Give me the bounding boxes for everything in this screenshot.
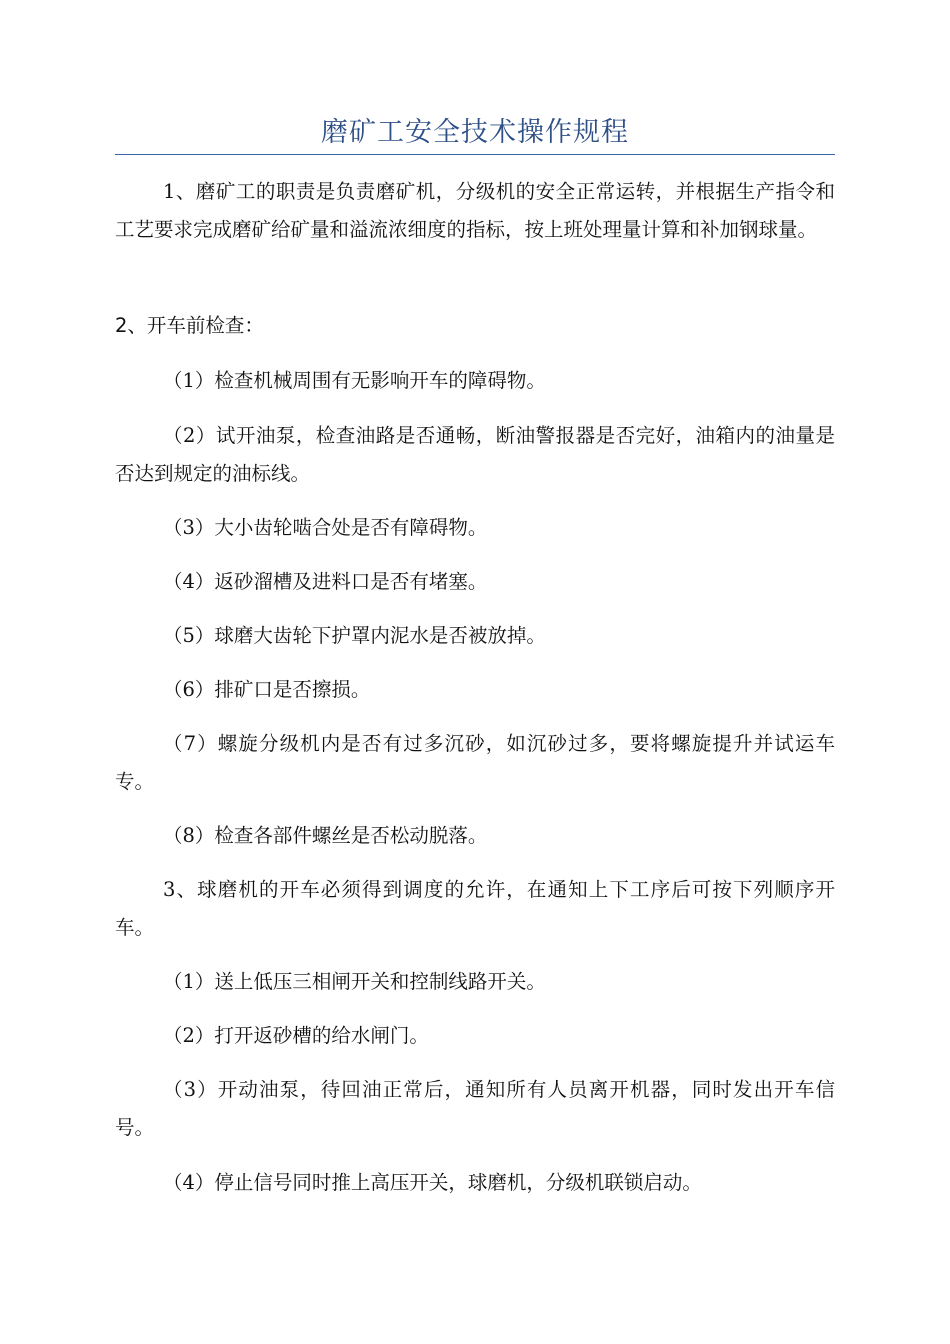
check-item-6: （6）排矿口是否擦损。 <box>163 678 371 701</box>
document-title: 磨矿工安全技术操作规程 <box>321 117 629 148</box>
start-step-3: （3）开动油泵，待回油正常后，通知所有人员离开机器，同时发出开车信号。 <box>115 1078 835 1139</box>
check-item-1: （1）检查机械周围有无影响开车的障碍物。 <box>163 369 546 392</box>
check-item-8: （8）检查各部件螺丝是否松动脱落。 <box>163 824 488 847</box>
title-underline <box>115 154 835 155</box>
check-item-3: （3）大小齿轮啮合处是否有障碍物。 <box>163 516 488 539</box>
paragraph-1: 1、磨矿工的职责是负责磨矿机，分级机的安全正常运转，并根据生产指令和工艺要求完成磨矿给矿量和溢流浓细度的指标，按上班处理量计算和补加钢球量。 <box>115 180 835 241</box>
check-item-7: （7）螺旋分级机内是否有过多沉砂，如沉砂过多，要将螺旋提升并试运车专。 <box>115 732 835 793</box>
start-step-4: （4）停止信号同时推上高压开关，球磨机，分级机联锁启动。 <box>163 1171 702 1194</box>
check-item-5: （5）球磨大齿轮下护罩内泥水是否被放掉。 <box>163 624 546 647</box>
check-item-2: （2）试开油泵，检查油路是否通畅，断油警报器是否完好，油箱内的油量是否达到规定的油标线。 <box>115 424 835 485</box>
paragraph-3: 3、球磨机的开车必须得到调度的允许，在通知上下工序后可按下列顺序开车。 <box>115 878 835 939</box>
check-item-4: （4）返砂溜槽及进料口是否有堵塞。 <box>163 570 488 593</box>
start-step-2: （2）打开返砂槽的给水闸门。 <box>163 1024 429 1047</box>
paragraph-2-heading: 2、开车前检查： <box>115 314 264 337</box>
start-step-1: （1）送上低压三相闸开关和控制线路开关。 <box>163 970 546 993</box>
